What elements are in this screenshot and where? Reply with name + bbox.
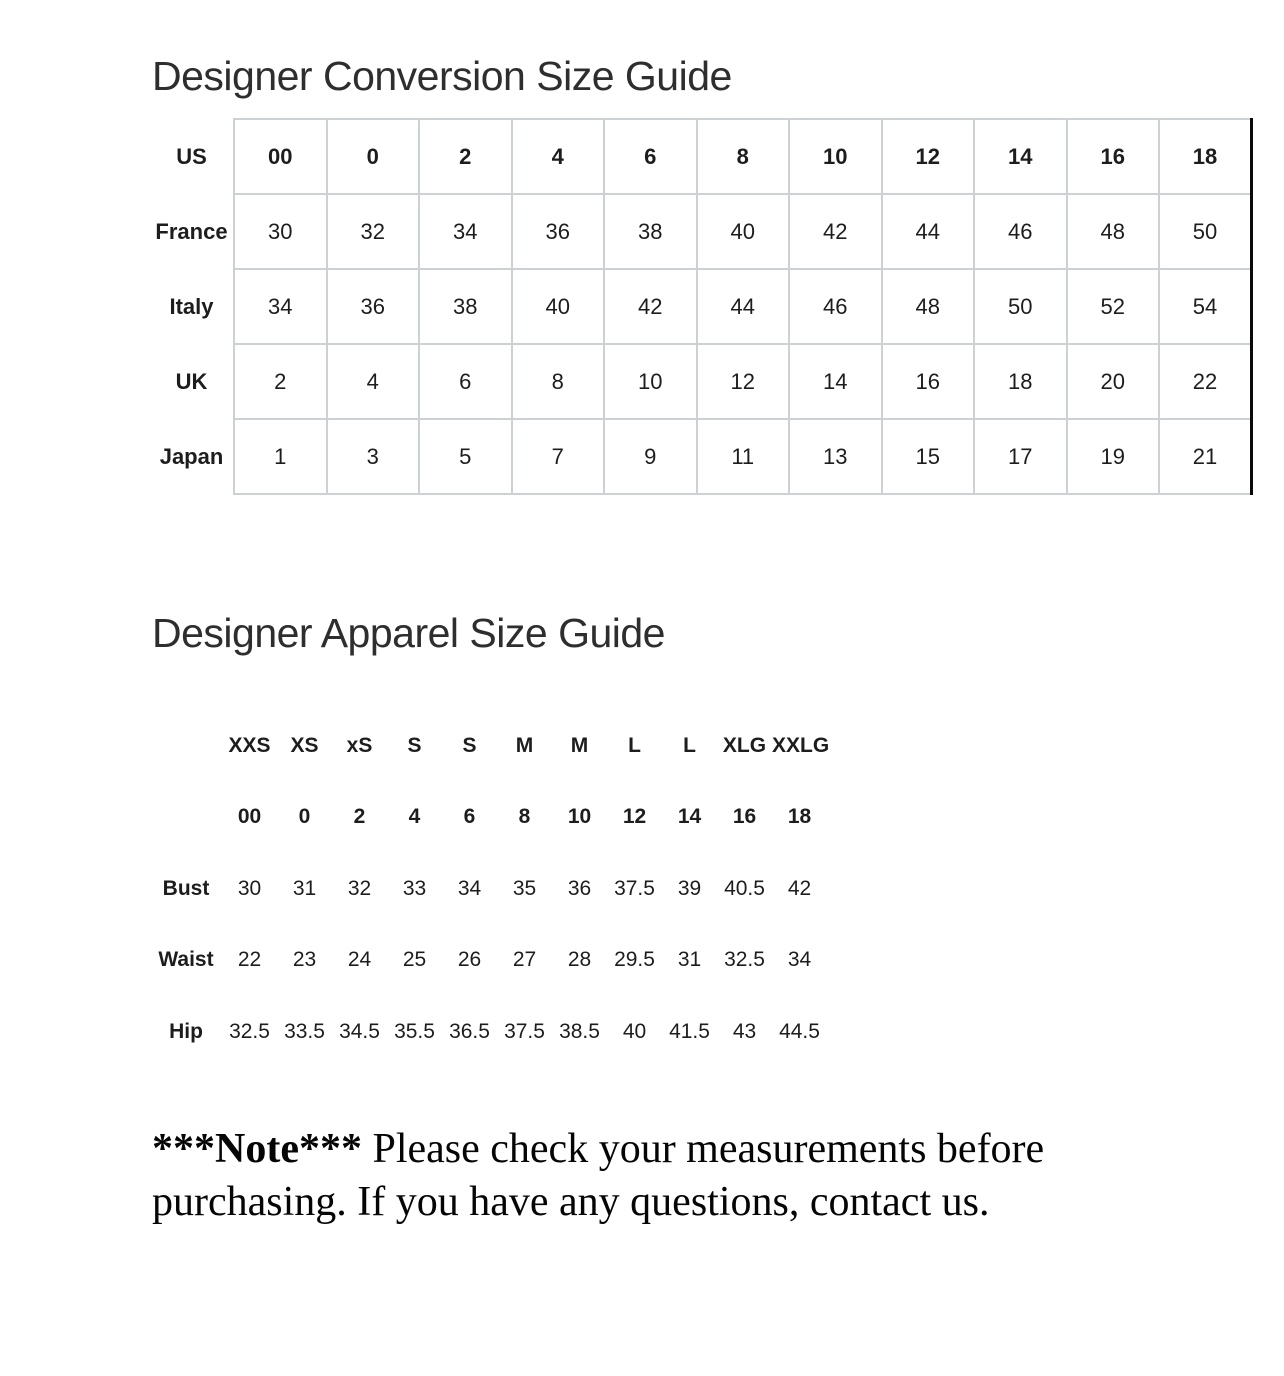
- size-cell: 12: [697, 344, 790, 419]
- row-label: [150, 782, 222, 854]
- size-cell: S: [407, 733, 422, 757]
- size-cell: 52: [1067, 269, 1160, 344]
- row-label: Italy: [169, 293, 214, 319]
- size-cell: 1: [234, 419, 327, 494]
- size-cell: 5: [419, 419, 512, 494]
- table-row: [150, 419, 1252, 494]
- size-cell: 26: [457, 948, 482, 972]
- size-cell: 4: [408, 805, 421, 829]
- table-row: [150, 119, 1252, 194]
- row-label: Waist: [158, 948, 214, 972]
- apparel-size-table: [150, 710, 830, 1068]
- row-label: US: [176, 143, 207, 169]
- size-cell: 40: [622, 1019, 647, 1043]
- size-cell: L: [683, 733, 696, 757]
- size-cell: 29.5: [614, 948, 655, 972]
- size-cell: 50: [1159, 194, 1252, 269]
- size-cell: 38.5: [559, 1019, 600, 1043]
- row-label: Japan: [159, 443, 224, 469]
- size-cell: 38: [604, 194, 697, 269]
- size-cell: 13: [789, 419, 882, 494]
- size-cell: 10: [604, 344, 697, 419]
- size-cell: 35.5: [394, 1019, 435, 1043]
- size-cell: 6: [419, 344, 512, 419]
- size-cell: 42: [789, 194, 882, 269]
- size-cell: 2: [419, 119, 512, 194]
- size-cell: 32: [327, 194, 420, 269]
- size-cell: XXLG: [772, 733, 830, 757]
- note-text: [152, 1123, 1117, 1229]
- size-cell: 3: [327, 419, 420, 494]
- size-cell: 48: [1067, 194, 1160, 269]
- size-cell: 27: [512, 948, 537, 972]
- size-cell: 21: [1159, 419, 1252, 494]
- size-cell: 11: [697, 419, 790, 494]
- size-cell: xS: [346, 733, 373, 757]
- size-cell: 4: [512, 119, 605, 194]
- size-cell: 32.5: [724, 948, 765, 972]
- size-cell: XLG: [722, 733, 767, 757]
- size-cell: 34: [457, 876, 482, 900]
- size-cell: 30: [234, 194, 327, 269]
- size-cell: 25: [402, 948, 427, 972]
- size-cell: 37.5: [614, 876, 655, 900]
- size-cell: 6: [463, 805, 476, 829]
- size-cell: 24: [347, 948, 372, 972]
- table-row: [150, 344, 1252, 419]
- size-cell: 8: [697, 119, 790, 194]
- size-cell: 44: [697, 269, 790, 344]
- size-cell: 48: [882, 269, 975, 344]
- table-row: [150, 782, 827, 854]
- size-cell: 10: [789, 119, 882, 194]
- size-cell: 18: [974, 344, 1067, 419]
- size-cell: 33.5: [284, 1019, 325, 1043]
- size-cell: 00: [237, 805, 262, 829]
- size-cell: M: [570, 733, 589, 757]
- size-cell: 00: [234, 119, 327, 194]
- note-body: Please check your measurements before purchasing. If you have any questions, contact us.: [152, 1126, 1045, 1225]
- table-row: [150, 194, 1252, 269]
- note-prefix: ***Note***: [152, 1126, 362, 1172]
- size-cell: 36: [567, 876, 592, 900]
- size-cell: 22: [237, 948, 262, 972]
- size-cell: 14: [974, 119, 1067, 194]
- row-label: [150, 710, 222, 782]
- size-cell: 19: [1067, 419, 1160, 494]
- size-cell: 12: [882, 119, 975, 194]
- size-cell: 2: [234, 344, 327, 419]
- size-cell: 7: [512, 419, 605, 494]
- size-cell: 20: [1067, 344, 1160, 419]
- size-cell: 40: [697, 194, 790, 269]
- size-cell: 44.5: [779, 1019, 820, 1043]
- size-cell: 34: [419, 194, 512, 269]
- size-cell: 0: [327, 119, 420, 194]
- conversion-size-table: [150, 118, 1253, 495]
- size-cell: 22: [1159, 344, 1252, 419]
- size-cell: 34: [787, 948, 812, 972]
- size-cell: 40: [512, 269, 605, 344]
- size-cell: 41.5: [669, 1019, 710, 1043]
- size-cell: 42: [604, 269, 697, 344]
- row-label: UK: [175, 368, 208, 394]
- size-cell: 15: [882, 419, 975, 494]
- size-cell: S: [462, 733, 477, 757]
- size-cell: 31: [292, 876, 317, 900]
- size-cell: 16: [732, 805, 757, 829]
- size-cell: 34: [234, 269, 327, 344]
- size-cell: L: [628, 733, 641, 757]
- size-cell: 8: [512, 344, 605, 419]
- size-cell: 14: [789, 344, 882, 419]
- size-cell: 36: [512, 194, 605, 269]
- apparel-guide-title: Designer Apparel Size Guide: [152, 610, 665, 656]
- size-cell: 35: [512, 876, 537, 900]
- size-cell: 10: [567, 805, 592, 829]
- size-cell: 18: [787, 805, 812, 829]
- size-cell: 33: [402, 876, 427, 900]
- size-cell: 54: [1159, 269, 1252, 344]
- size-cell: 4: [327, 344, 420, 419]
- table-row: [150, 710, 827, 782]
- size-cell: 23: [292, 948, 317, 972]
- size-cell: 37.5: [504, 1019, 545, 1043]
- size-cell: 38: [419, 269, 512, 344]
- size-cell: 50: [974, 269, 1067, 344]
- table-row: [150, 269, 1252, 344]
- conversion-guide-title: Designer Conversion Size Guide: [152, 53, 732, 99]
- size-cell: 8: [518, 805, 531, 829]
- size-cell: 39: [677, 876, 702, 900]
- size-cell: 12: [622, 805, 647, 829]
- size-cell: 40.5: [724, 876, 765, 900]
- size-cell: 16: [882, 344, 975, 419]
- size-cell: 14: [677, 805, 702, 829]
- row-label: Bust: [162, 876, 210, 900]
- size-cell: 42: [787, 876, 812, 900]
- size-cell: 32.5: [229, 1019, 270, 1043]
- size-cell: 2: [353, 805, 366, 829]
- row-label: France: [155, 218, 228, 244]
- size-cell: 36: [327, 269, 420, 344]
- table-row: [150, 925, 827, 997]
- size-cell: 43: [732, 1019, 757, 1043]
- row-label: Hip: [169, 1019, 203, 1043]
- size-cell: M: [515, 733, 534, 757]
- size-cell: 6: [604, 119, 697, 194]
- size-cell: XS: [290, 733, 319, 757]
- size-cell: 32: [347, 876, 372, 900]
- size-cell: XXS: [228, 733, 271, 757]
- size-cell: 18: [1159, 119, 1252, 194]
- size-cell: 28: [567, 948, 592, 972]
- size-cell: 9: [604, 419, 697, 494]
- size-cell: 46: [974, 194, 1067, 269]
- size-cell: 16: [1067, 119, 1160, 194]
- size-cell: 34.5: [339, 1019, 380, 1043]
- size-cell: 36.5: [449, 1019, 490, 1043]
- size-cell: 46: [789, 269, 882, 344]
- size-cell: 0: [298, 805, 311, 829]
- table-row: [150, 853, 827, 925]
- table-row: [150, 996, 827, 1068]
- size-cell: 30: [237, 876, 262, 900]
- size-cell: 17: [974, 419, 1067, 494]
- size-cell: 31: [677, 948, 702, 972]
- size-cell: 44: [882, 194, 975, 269]
